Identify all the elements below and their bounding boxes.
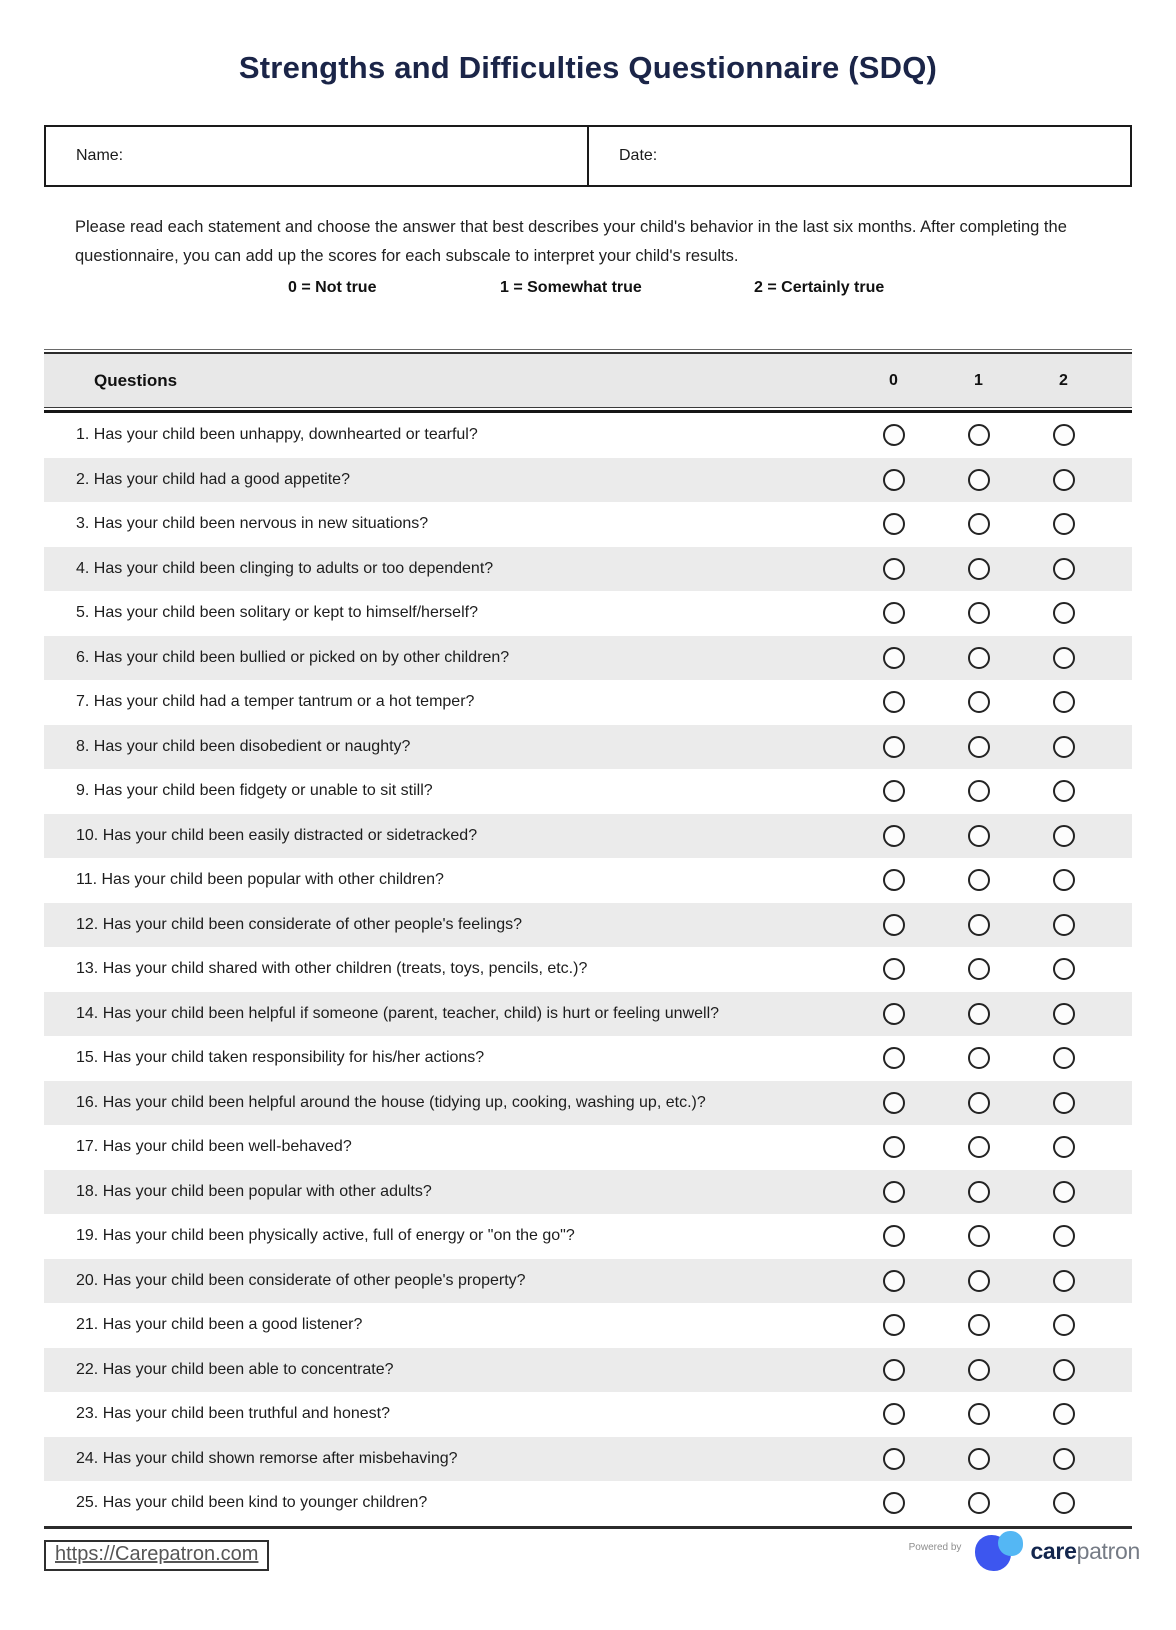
radio-q10-2[interactable] — [1053, 825, 1075, 847]
answer-options — [851, 413, 1106, 458]
footer-link-box — [44, 1540, 269, 1571]
answer-options — [851, 636, 1106, 681]
date-label: Date: — [619, 147, 658, 164]
question-text: 1. Has your child been unhappy, downhearted or tearful? — [76, 426, 478, 444]
radio-q7-1[interactable] — [968, 691, 990, 713]
table-row — [44, 1392, 1132, 1437]
powered-by-label: Powered by — [908, 1541, 962, 1553]
question-text: 9. Has your child been fidgety or unable to sit still? — [76, 782, 433, 800]
table-row — [44, 413, 1132, 458]
radio-q23-1[interactable] — [968, 1403, 990, 1425]
answer-options — [851, 1259, 1106, 1304]
radio-q10-0[interactable] — [883, 825, 905, 847]
question-text: 21. Has your child been a good listener? — [76, 1316, 363, 1334]
table-row — [44, 502, 1132, 547]
name-label: Name: — [76, 147, 124, 164]
radio-q15-2[interactable] — [1053, 1047, 1075, 1069]
question-text: 24. Has your child shown remorse after misbehaving? — [76, 1449, 458, 1467]
footer-link[interactable]: https://Carepatron.com — [55, 1543, 259, 1565]
questions-table-body — [44, 410, 1132, 1529]
answer-options — [851, 547, 1106, 592]
table-row — [44, 1303, 1132, 1348]
name-field[interactable] — [46, 127, 589, 185]
question-text: 8. Has your child been disobedient or naughty? — [76, 737, 411, 755]
radio-q20-2[interactable] — [1053, 1270, 1075, 1292]
radio-q21-0[interactable] — [883, 1314, 905, 1336]
legend-certainly-true: 2 = Certainly true — [754, 279, 885, 296]
answer-options — [851, 680, 1106, 725]
carepatron-logo-icon — [975, 1528, 1023, 1574]
radio-q16-1[interactable] — [968, 1092, 990, 1114]
radio-q1-1[interactable] — [968, 424, 990, 446]
question-text: 16. Has your child been helpful around the house (tidying up, cooking, washing up, etc.)? — [76, 1093, 706, 1111]
questions-table — [44, 348, 1132, 1529]
answer-options — [851, 1303, 1106, 1348]
column-header-0: 0 — [889, 371, 898, 389]
table-row — [44, 547, 1132, 592]
answer-options — [851, 1036, 1106, 1081]
radio-q23-0[interactable] — [883, 1403, 905, 1425]
table-row — [44, 769, 1132, 814]
table-row — [44, 458, 1132, 503]
radio-q21-2[interactable] — [1053, 1314, 1075, 1336]
radio-q6-0[interactable] — [883, 647, 905, 669]
name-date-box — [44, 125, 1132, 187]
question-text: 5. Has your child been solitary or kept to himself/herself? — [76, 604, 478, 622]
answer-options — [851, 502, 1106, 547]
carepatron-wordmark-care: care — [1030, 1537, 1077, 1564]
table-row — [44, 1481, 1132, 1526]
answer-options — [851, 858, 1106, 903]
answer-options — [851, 1125, 1106, 1170]
radio-q15-0[interactable] — [883, 1047, 905, 1069]
radio-q17-2[interactable] — [1053, 1136, 1075, 1158]
answer-options — [851, 947, 1106, 992]
table-row — [44, 1081, 1132, 1126]
radio-q25-1[interactable] — [968, 1492, 990, 1514]
radio-q16-2[interactable] — [1053, 1092, 1075, 1114]
radio-q1-2[interactable] — [1053, 424, 1075, 446]
table-row — [44, 1214, 1132, 1259]
radio-q24-0[interactable] — [883, 1448, 905, 1470]
powered-by — [909, 1528, 1140, 1574]
radio-q20-0[interactable] — [883, 1270, 905, 1292]
question-text: 17. Has your child been well-behaved? — [76, 1138, 352, 1156]
radio-q4-1[interactable] — [968, 558, 990, 580]
radio-q24-2[interactable] — [1053, 1448, 1075, 1470]
question-text: 22. Has your child been able to concentrate? — [76, 1360, 394, 1378]
question-text: 13. Has your child shared with other children (treats, toys, pencils, etc.)? — [76, 960, 588, 978]
question-text: 11. Has your child been popular with other children? — [76, 871, 444, 889]
radio-q18-1[interactable] — [968, 1181, 990, 1203]
radio-q8-0[interactable] — [883, 736, 905, 758]
radio-q19-2[interactable] — [1053, 1225, 1075, 1247]
radio-q12-1[interactable] — [968, 914, 990, 936]
radio-q2-0[interactable] — [883, 469, 905, 491]
answer-options — [851, 1481, 1106, 1526]
column-header-1: 1 — [974, 371, 983, 389]
question-text: 7. Has your child had a temper tantrum or a hot temper? — [76, 693, 475, 711]
radio-q12-0[interactable] — [883, 914, 905, 936]
answer-options — [851, 903, 1106, 948]
page-title: Strengths and Difficulties Questionnaire (SDQ) — [238, 50, 938, 85]
radio-q5-2[interactable] — [1053, 602, 1075, 624]
radio-q25-2[interactable] — [1053, 1492, 1075, 1514]
radio-q14-0[interactable] — [883, 1003, 905, 1025]
radio-q13-0[interactable] — [883, 958, 905, 980]
radio-q19-0[interactable] — [883, 1225, 905, 1247]
radio-q7-2[interactable] — [1053, 691, 1075, 713]
answer-options — [851, 458, 1106, 503]
radio-q4-0[interactable] — [883, 558, 905, 580]
column-header-2: 2 — [1059, 371, 1068, 389]
radio-q6-2[interactable] — [1053, 647, 1075, 669]
radio-q14-2[interactable] — [1053, 1003, 1075, 1025]
radio-q23-2[interactable] — [1053, 1403, 1075, 1425]
answer-options — [851, 1170, 1106, 1215]
radio-q22-2[interactable] — [1053, 1359, 1075, 1381]
radio-q6-1[interactable] — [968, 647, 990, 669]
table-row — [44, 992, 1132, 1037]
radio-q8-1[interactable] — [968, 736, 990, 758]
question-text: 14. Has your child been helpful if someone (parent, teacher, child) is hurt or feeling unwell? — [76, 1004, 720, 1022]
question-text: 12. Has your child been considerate of other people's feelings? — [76, 915, 523, 933]
radio-q3-0[interactable] — [883, 513, 905, 535]
radio-q22-0[interactable] — [883, 1359, 905, 1381]
radio-q17-1[interactable] — [968, 1136, 990, 1158]
radio-q11-0[interactable] — [883, 869, 905, 891]
table-row — [44, 1437, 1132, 1482]
carepatron-wordmark-patron: patron — [1076, 1537, 1140, 1564]
legend-not-true: 0 = Not true — [288, 279, 377, 296]
question-text: 4. Has your child been clinging to adults or too dependent? — [76, 559, 494, 577]
radio-q3-2[interactable] — [1053, 513, 1075, 535]
table-row — [44, 1259, 1132, 1304]
radio-q22-1[interactable] — [968, 1359, 990, 1381]
table-row — [44, 636, 1132, 681]
radio-q2-1[interactable] — [968, 469, 990, 491]
table-row — [44, 903, 1132, 948]
questions-column-header: Questions — [94, 370, 178, 390]
question-text: 19. Has your child been physically active, full of energy or "on the go"? — [76, 1227, 575, 1245]
table-row — [44, 680, 1132, 725]
radio-q9-0[interactable] — [883, 780, 905, 802]
radio-q18-0[interactable] — [883, 1181, 905, 1203]
radio-q16-0[interactable] — [883, 1092, 905, 1114]
radio-q3-1[interactable] — [968, 513, 990, 535]
instructions-text: Please read each statement and choose the answer that best describes your child's behavior in the last six months. After completing the questionnaire, you can add up the scores for each subscale to interpret your child's results. — [75, 218, 1067, 265]
radio-q5-1[interactable] — [968, 602, 990, 624]
answer-options — [851, 1437, 1106, 1482]
question-text: 20. Has your child been considerate of other people's property? — [76, 1271, 526, 1289]
question-text: 10. Has your child been easily distracted or sidetracked? — [76, 826, 478, 844]
table-row — [44, 1036, 1132, 1081]
radio-q5-0[interactable] — [883, 602, 905, 624]
radio-q13-2[interactable] — [1053, 958, 1075, 980]
radio-q21-1[interactable] — [968, 1314, 990, 1336]
radio-q20-1[interactable] — [968, 1270, 990, 1292]
radio-q2-2[interactable] — [1053, 469, 1075, 491]
answer-options — [851, 769, 1106, 814]
question-text: 23. Has your child been truthful and honest? — [76, 1405, 390, 1423]
radio-q7-0[interactable] — [883, 691, 905, 713]
radio-q24-1[interactable] — [968, 1448, 990, 1470]
question-text: 18. Has your child been popular with other adults? — [76, 1182, 432, 1200]
answer-options — [851, 992, 1106, 1037]
answer-options — [851, 1348, 1106, 1393]
question-text: 25. Has your child been kind to younger children? — [76, 1494, 428, 1512]
radio-q8-2[interactable] — [1053, 736, 1075, 758]
carepatron-wordmark — [1030, 1538, 1140, 1565]
answer-options — [851, 1214, 1106, 1259]
table-row — [44, 947, 1132, 992]
radio-q4-2[interactable] — [1053, 558, 1075, 580]
radio-q19-1[interactable] — [968, 1225, 990, 1247]
radio-q11-2[interactable] — [1053, 869, 1075, 891]
radio-q13-1[interactable] — [968, 958, 990, 980]
table-row — [44, 725, 1132, 770]
radio-q11-1[interactable] — [968, 869, 990, 891]
scale-legend — [0, 279, 1176, 301]
question-text: 15. Has your child taken responsibility for his/her actions? — [76, 1049, 485, 1067]
table-row — [44, 814, 1132, 859]
table-row — [44, 591, 1132, 636]
radio-q12-2[interactable] — [1053, 914, 1075, 936]
answer-options — [851, 591, 1106, 636]
radio-q17-0[interactable] — [883, 1136, 905, 1158]
table-row — [44, 1348, 1132, 1393]
legend-somewhat-true: 1 = Somewhat true — [500, 279, 642, 296]
table-row — [44, 858, 1132, 903]
answer-options — [851, 1392, 1106, 1437]
radio-q14-1[interactable] — [968, 1003, 990, 1025]
logo-blob-light — [998, 1531, 1023, 1556]
question-text: 6. Has your child been bullied or picked on by other children? — [76, 648, 510, 666]
question-text: 2. Has your child had a good appetite? — [76, 470, 350, 488]
answer-options — [851, 1081, 1106, 1126]
radio-q18-2[interactable] — [1053, 1181, 1075, 1203]
table-row — [44, 1125, 1132, 1170]
answer-options — [851, 725, 1106, 770]
table-row — [44, 1170, 1132, 1215]
radio-q15-1[interactable] — [968, 1047, 990, 1069]
date-field[interactable] — [589, 127, 1130, 185]
score-column-headers — [851, 354, 1106, 407]
question-text: 3. Has your child been nervous in new situations? — [76, 515, 429, 533]
answer-options — [851, 814, 1106, 859]
table-header-row — [44, 352, 1132, 408]
radio-q10-1[interactable] — [968, 825, 990, 847]
radio-q9-2[interactable] — [1053, 780, 1075, 802]
radio-q1-0[interactable] — [883, 424, 905, 446]
radio-q25-0[interactable] — [883, 1492, 905, 1514]
radio-q9-1[interactable] — [968, 780, 990, 802]
